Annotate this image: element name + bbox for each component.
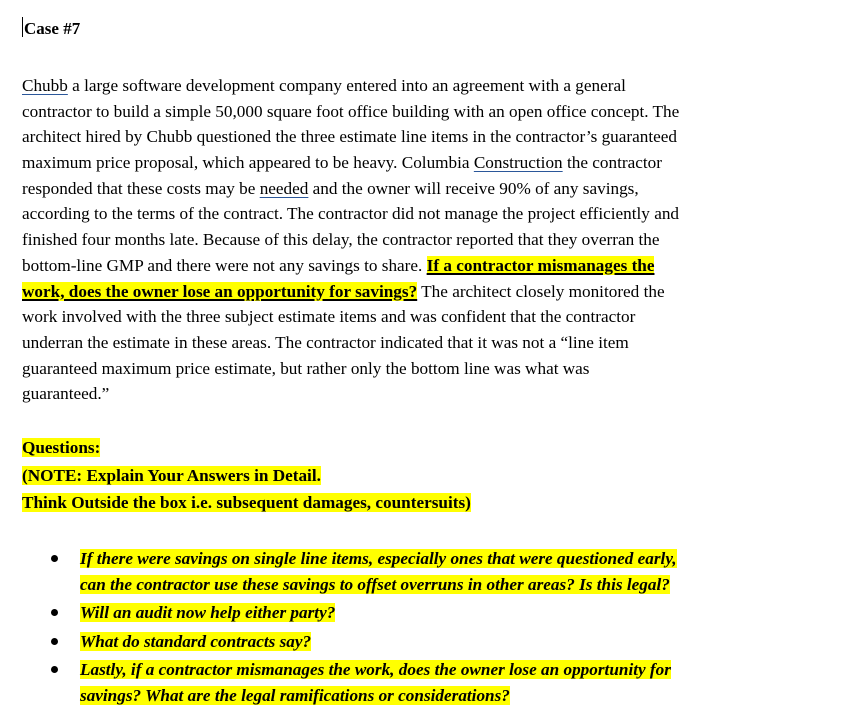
bullet-line (80, 600, 822, 626)
paragraph-line (22, 253, 812, 279)
questions-think (22, 489, 471, 517)
paragraph-line: guaranteed.” (22, 384, 110, 404)
paragraph-line: contractor to build a simple 50,000 square foot office building with an open office concept. The (22, 101, 680, 121)
bullet-icon (51, 666, 58, 673)
paragraph-text: and the owner will receive 90% of any savings, (308, 178, 639, 198)
paragraph-line (22, 150, 812, 176)
paragraph-line: architect hired by Chubb questioned the three estimate line items in the contractor’s guaranteed (22, 127, 677, 147)
list-item (22, 629, 822, 655)
questions-note-text: (NOTE: Explain Your Answers in Detail. (22, 465, 321, 485)
paragraph-line: finished four months late. Because of this delay, the contractor reported that they overran the (22, 230, 660, 250)
bullet-line (80, 657, 822, 683)
questions-heading-text: Questions: (22, 438, 101, 457)
paragraph-line: guaranteed maximum price estimate, but rather only the bottom line was what was (22, 358, 590, 378)
paragraph-text: bottom-line GMP and there were not any savings to share. (22, 255, 427, 275)
list-item (22, 600, 822, 626)
questions-note (22, 462, 471, 490)
bullet-line (80, 572, 822, 598)
questions-think-text: Think Outside the box i.e. subsequent damages, countersuits) (22, 493, 471, 512)
questions-heading (22, 434, 471, 462)
text-cursor (22, 17, 23, 37)
paragraph-line: work involved with the three subject estimate items and was confident that the contractor (22, 307, 636, 327)
paragraph-text: responded that these costs may be (22, 178, 260, 198)
paragraph-line: underran the estimate in these areas. The contractor indicated that it was not a “line item (22, 332, 629, 352)
highlighted-question: If a contractor mismanages the (426, 255, 655, 275)
bullet-line (80, 546, 822, 572)
bullet-line (80, 683, 822, 709)
spellcheck-word[interactable]: Chubb (22, 76, 68, 95)
question-list (22, 546, 822, 711)
case-title (22, 17, 80, 41)
paragraph-text: a large software development company entered into an agreement with a general (67, 76, 626, 95)
case-title-text: Case #7 (24, 19, 81, 38)
spellcheck-word[interactable]: needed (259, 178, 309, 198)
paragraph-line (22, 279, 812, 305)
spellcheck-word[interactable]: Construction (473, 153, 563, 173)
paragraph-text: the contractor (562, 153, 662, 173)
bullet-icon (51, 609, 58, 616)
list-item (22, 657, 822, 708)
paragraph-text: The architect closely monitored the (417, 281, 665, 301)
bullet-icon (51, 638, 58, 645)
highlighted-question: work, does the owner lose an opportunity for savings? (22, 281, 418, 301)
paragraph-text: maximum price proposal, which appeared to be heavy. Columbia (22, 153, 474, 173)
bullet-text: can the contractor use these savings to offset overruns in other areas? Is this legal? (80, 574, 670, 594)
questions-section (22, 434, 471, 517)
bullet-text: Will an audit now help either party? (80, 603, 336, 622)
bullet-text: savings? What are the legal ramifications or considerations? (80, 685, 510, 705)
list-item (22, 546, 822, 597)
paragraph-line: according to the terms of the contract. The contractor did not manage the project efficiently and (22, 204, 680, 224)
bullet-text: What do standard contracts say? (80, 631, 312, 651)
bullet-icon (51, 555, 58, 562)
bullet-text: If there were savings on single line items, especially ones that were questioned early, (80, 549, 677, 568)
bullet-line (80, 629, 822, 655)
paragraph-line (22, 176, 812, 202)
paragraph-line (22, 73, 812, 99)
bullet-text: Lastly, if a contractor mismanages the work, does the owner lose an opportunity for (80, 660, 671, 679)
case-paragraph (22, 73, 812, 407)
